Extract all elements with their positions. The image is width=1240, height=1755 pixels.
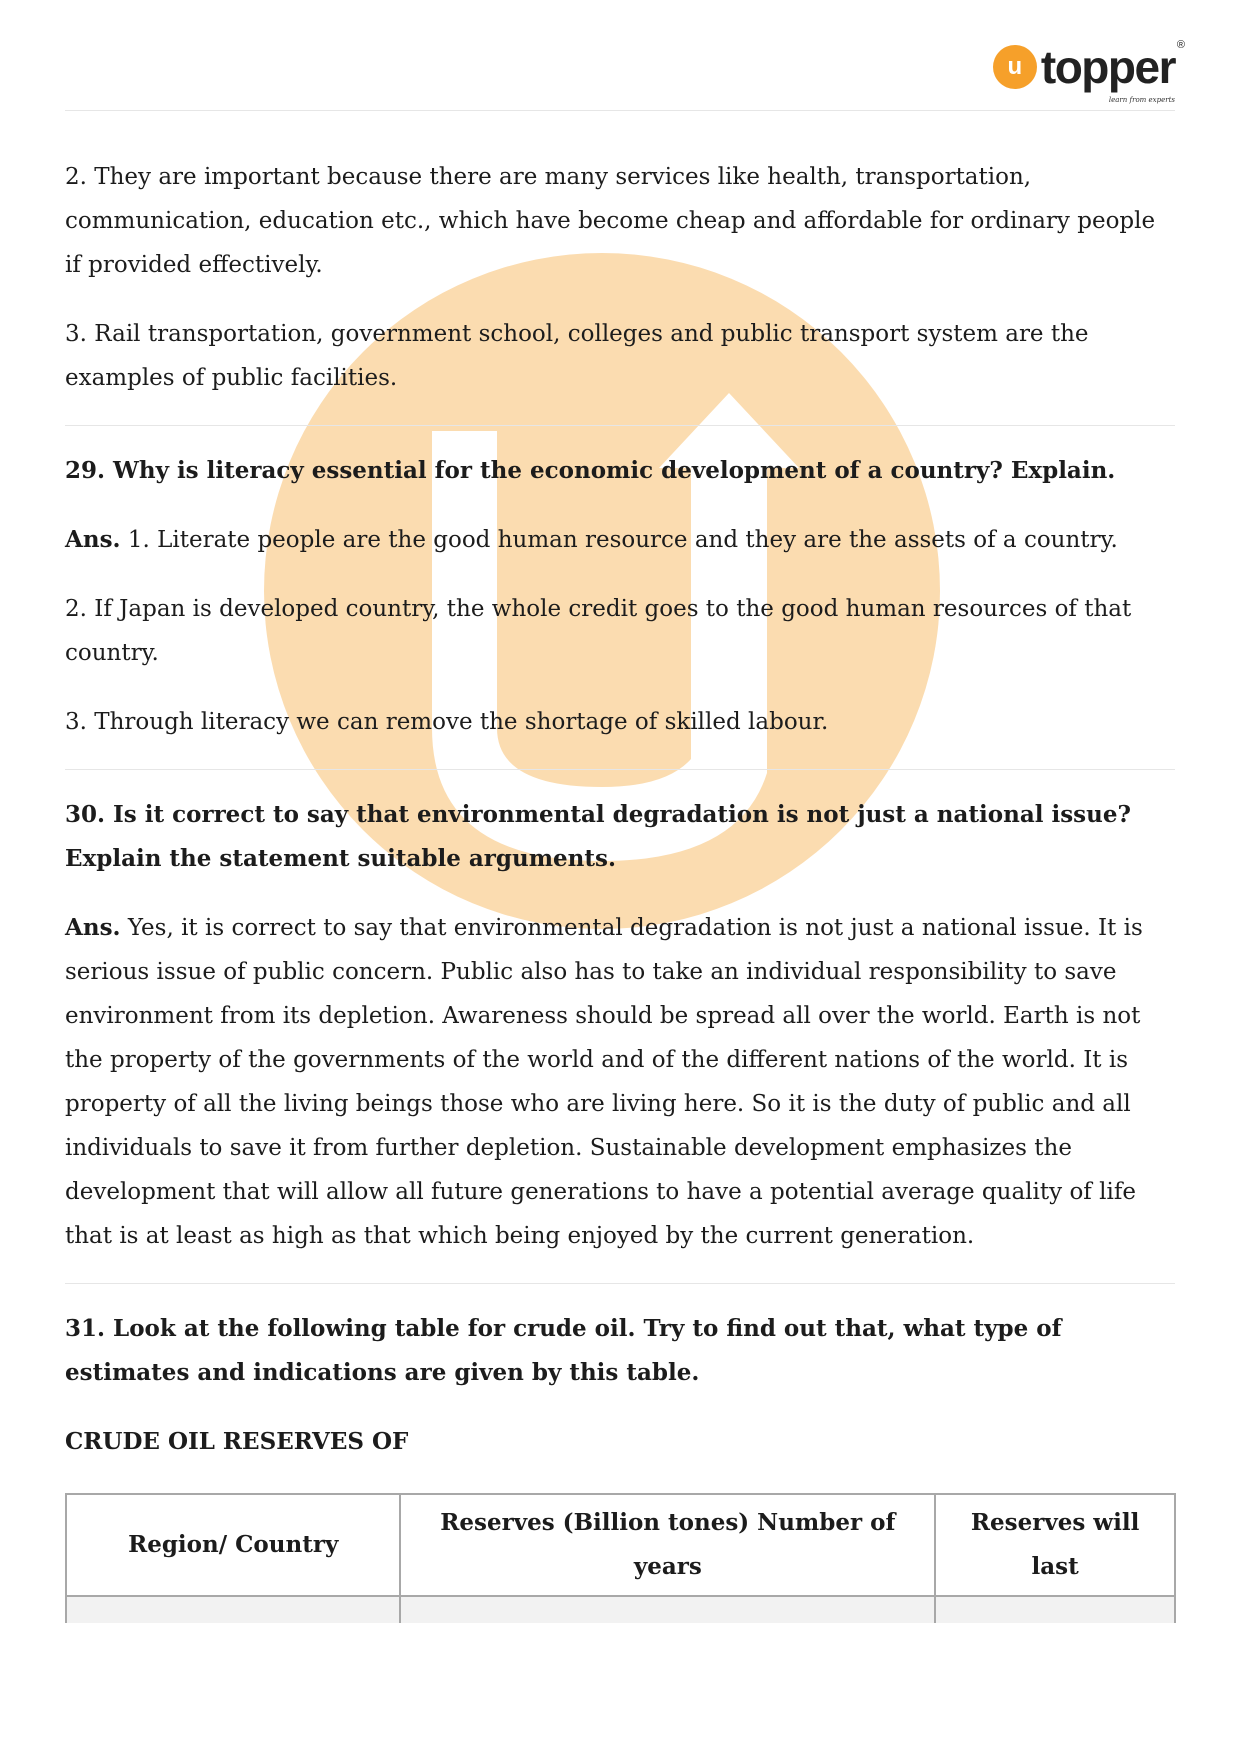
section-divider <box>65 769 1175 770</box>
question-31: 31. Look at the following table for crude oil. Try to find out that, what type of estimates and indications are given by this table. <box>65 1315 1062 1386</box>
answer-point: 2. They are important because there are many services like health, transportation, communication, education etc., which have become cheap and affordable for ordinary people if provided effectively. <box>65 164 1156 278</box>
answer-30 <box>65 906 1175 1258</box>
logo-tagline: learn from experts <box>1108 96 1175 104</box>
header-reserves-years: Reserves (Billion tones) Number of years <box>400 1494 935 1596</box>
answer-label: Ans. <box>65 914 121 941</box>
logo-name: topper <box>1040 41 1175 93</box>
section-divider <box>65 425 1175 426</box>
toppr-logo[interactable] <box>993 39 1185 104</box>
section-divider <box>65 1283 1175 1284</box>
table-row <box>66 1596 1175 1623</box>
registered-mark: ® <box>1176 39 1185 51</box>
question-29: 29. Why is literacy essential for the economic development of a country? Explain. <box>65 457 1116 484</box>
question-30: 30. Is it correct to say that environmental degradation is not just a national issue? Explain the statement suitable arguments. <box>65 801 1131 872</box>
table-cell <box>66 1596 400 1623</box>
table-cell <box>400 1596 935 1623</box>
answer-29-point-2: 2. If Japan is developed country, the whole credit goes to the good human resources of that country. <box>65 596 1132 666</box>
answer-29-point-3: 3. Through literacy we can remove the shortage of skilled labour. <box>65 709 829 735</box>
header-region-country: Region/ Country <box>66 1494 400 1596</box>
answer-29-point-1 <box>65 518 1175 562</box>
answer-text: 1. Literate people are the good human resource and they are the assets of a country. <box>127 527 1118 553</box>
header-reserves-last: Reserves will last <box>935 1494 1175 1596</box>
crude-oil-table <box>65 1493 1176 1623</box>
table-header-row <box>66 1494 1175 1596</box>
answer-point: 3. Rail transportation, government school, colleges and public transport system are the examples of public facilities. <box>65 321 1089 391</box>
page-content <box>65 155 1175 1464</box>
logo-mark-icon: u <box>993 45 1037 89</box>
logo-wordmark <box>1040 39 1185 104</box>
answer-text: Yes, it is correct to say that environmental degradation is not just a national issue. It is serious issue of public concern. Public also has to take an individual responsibility to save environment from its depletion. Awareness should be spread all over the world. Earth is not the property of the governments of the world and of the different nations of the world. It is property of all the living beings those who are living here. So it is the duty of public and all individuals to save it from further depletion. Sustainable development emphasizes the development that will allow all future generations to have a potential average quality of life that is at least as high as that which being enjoyed by the current generation. <box>65 915 1143 1249</box>
page-bottom-margin <box>0 1630 1240 1755</box>
table-title: CRUDE OIL RESERVES OF <box>65 1428 409 1455</box>
page-header <box>65 0 1185 111</box>
answer-label: Ans. <box>65 526 121 553</box>
table-cell <box>935 1596 1175 1623</box>
